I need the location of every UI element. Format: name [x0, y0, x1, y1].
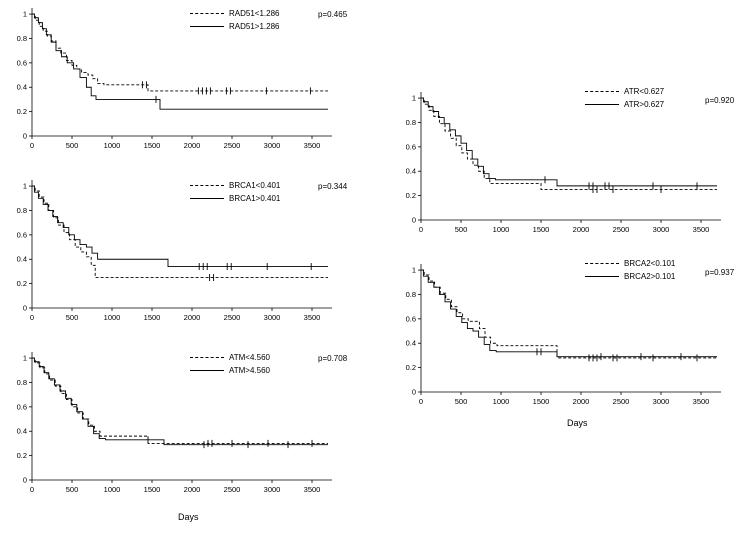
panel-brca1 [0, 172, 375, 347]
pvalue-brca1: p=0.344 [318, 182, 348, 191]
plot-area-atm [0, 344, 375, 533]
xaxis-label-atm: Days [178, 512, 199, 522]
svg-text:0.2: 0.2 [405, 363, 416, 373]
svg-text:0: 0 [418, 225, 424, 234]
svg-text:0.8: 0.8 [16, 205, 27, 215]
legend-key-solid-icon [585, 104, 619, 105]
svg-text:2500: 2500 [223, 313, 241, 322]
legend-rad51 [190, 8, 279, 34]
svg-text:2000: 2000 [183, 313, 201, 322]
svg-text:2000: 2000 [572, 225, 590, 234]
svg-text:2500: 2500 [223, 485, 241, 494]
svg-text:2000: 2000 [572, 397, 590, 406]
legend-item [190, 8, 279, 19]
svg-text:500: 500 [65, 313, 79, 322]
svg-text:0.2: 0.2 [16, 107, 27, 117]
svg-text:0.4: 0.4 [16, 254, 27, 264]
svg-text:1000: 1000 [103, 485, 121, 494]
svg-text:0.8: 0.8 [16, 377, 27, 387]
legend-key-solid-icon [190, 198, 224, 199]
legend-item [190, 352, 270, 363]
svg-text:1: 1 [22, 353, 27, 363]
plot-area-rad51 [0, 0, 375, 175]
legend-label: RAD51<1.286 [229, 9, 280, 18]
svg-text:0.6: 0.6 [16, 402, 27, 412]
svg-text:2500: 2500 [223, 141, 241, 150]
legend-label: BRCA2>0.101 [624, 272, 676, 281]
svg-text:3000: 3000 [263, 485, 281, 494]
svg-text:1500: 1500 [143, 313, 161, 322]
svg-text:2500: 2500 [612, 225, 630, 234]
svg-text:500: 500 [65, 141, 79, 150]
legend-label: BRCA1<0.401 [229, 181, 281, 190]
svg-text:3000: 3000 [652, 225, 670, 234]
svg-text:0.8: 0.8 [405, 117, 416, 127]
legend-label: BRCA2<0.101 [624, 259, 676, 268]
svg-text:3500: 3500 [303, 485, 321, 494]
svg-text:0.6: 0.6 [405, 142, 416, 152]
legend-key-solid-icon [190, 370, 224, 371]
legend-key-dashed-icon [585, 263, 619, 264]
legend-item [190, 21, 279, 32]
legend-key-dashed-icon [585, 91, 619, 92]
svg-text:3500: 3500 [692, 397, 710, 406]
legend-key-solid-icon [190, 26, 224, 27]
svg-text:1500: 1500 [532, 225, 550, 234]
svg-text:1: 1 [411, 265, 416, 275]
svg-text:0: 0 [29, 141, 35, 150]
svg-text:2000: 2000 [183, 141, 201, 150]
svg-text:500: 500 [454, 397, 468, 406]
panel-brca2 [385, 250, 755, 439]
svg-text:1500: 1500 [532, 397, 550, 406]
svg-text:500: 500 [65, 485, 79, 494]
svg-text:0: 0 [22, 303, 27, 313]
pvalue-rad51: p=0.465 [318, 10, 348, 19]
svg-text:0.6: 0.6 [16, 230, 27, 240]
legend-label: ATM<4.560 [229, 353, 270, 362]
svg-text:0: 0 [411, 387, 416, 397]
svg-text:1000: 1000 [492, 397, 510, 406]
svg-text:0.4: 0.4 [16, 82, 27, 92]
svg-text:0: 0 [22, 131, 27, 141]
svg-text:0.4: 0.4 [405, 338, 416, 348]
svg-text:0.8: 0.8 [16, 33, 27, 43]
legend-item [585, 99, 664, 110]
svg-text:0: 0 [29, 485, 35, 494]
legend-key-dashed-icon [190, 13, 224, 14]
svg-text:0: 0 [22, 475, 27, 485]
svg-text:3000: 3000 [263, 313, 281, 322]
legend-label: BRCA1>0.401 [229, 194, 281, 203]
pvalue-atr: p=0.920 [705, 96, 735, 105]
svg-text:3000: 3000 [652, 397, 670, 406]
svg-text:3000: 3000 [263, 141, 281, 150]
svg-text:1000: 1000 [492, 225, 510, 234]
legend-label: ATR<0.627 [624, 87, 665, 96]
legend-item [585, 271, 675, 282]
svg-text:2000: 2000 [183, 485, 201, 494]
pvalue-atm: p=0.708 [318, 354, 348, 363]
svg-text:3500: 3500 [303, 141, 321, 150]
pvalue-brca2: p=0.937 [705, 268, 735, 277]
legend-item [190, 180, 280, 191]
plot-area-brca2 [385, 250, 755, 439]
svg-text:3500: 3500 [303, 313, 321, 322]
svg-text:1500: 1500 [143, 141, 161, 150]
svg-text:1500: 1500 [143, 485, 161, 494]
svg-text:0: 0 [411, 215, 416, 225]
svg-text:0.2: 0.2 [405, 191, 416, 201]
svg-text:0.4: 0.4 [16, 426, 27, 436]
legend-atm [190, 352, 270, 378]
plot-area-brca1 [0, 172, 375, 347]
svg-text:1000: 1000 [103, 141, 121, 150]
svg-text:0.2: 0.2 [16, 279, 27, 289]
svg-text:1: 1 [22, 9, 27, 19]
legend-label: ATM>4.560 [229, 366, 270, 375]
panel-atm [0, 344, 375, 533]
legend-label: ATR>0.627 [624, 100, 665, 109]
panel-atr [385, 78, 755, 253]
svg-text:1: 1 [22, 181, 27, 191]
svg-text:1: 1 [411, 93, 416, 103]
legend-item [190, 193, 280, 204]
svg-text:0.6: 0.6 [16, 58, 27, 68]
svg-text:0: 0 [418, 397, 424, 406]
svg-text:0.6: 0.6 [405, 314, 416, 324]
legend-item [585, 258, 675, 269]
svg-text:0.2: 0.2 [16, 451, 27, 461]
svg-text:500: 500 [454, 225, 468, 234]
legend-brca2 [585, 258, 675, 284]
legend-atr [585, 86, 664, 112]
svg-text:0.4: 0.4 [405, 166, 416, 176]
legend-label: RAD51>1.286 [229, 22, 280, 31]
svg-text:1000: 1000 [103, 313, 121, 322]
legend-key-solid-icon [585, 276, 619, 277]
svg-text:3500: 3500 [692, 225, 710, 234]
svg-text:0.8: 0.8 [405, 289, 416, 299]
legend-brca1 [190, 180, 280, 206]
legend-key-dashed-icon [190, 357, 224, 358]
svg-text:0: 0 [29, 313, 35, 322]
svg-text:2500: 2500 [612, 397, 630, 406]
legend-item [585, 86, 664, 97]
xaxis-label-brca2: Days [567, 418, 588, 428]
legend-key-dashed-icon [190, 185, 224, 186]
panel-rad51 [0, 0, 375, 175]
legend-item [190, 365, 270, 376]
plot-area-atr [385, 78, 755, 253]
